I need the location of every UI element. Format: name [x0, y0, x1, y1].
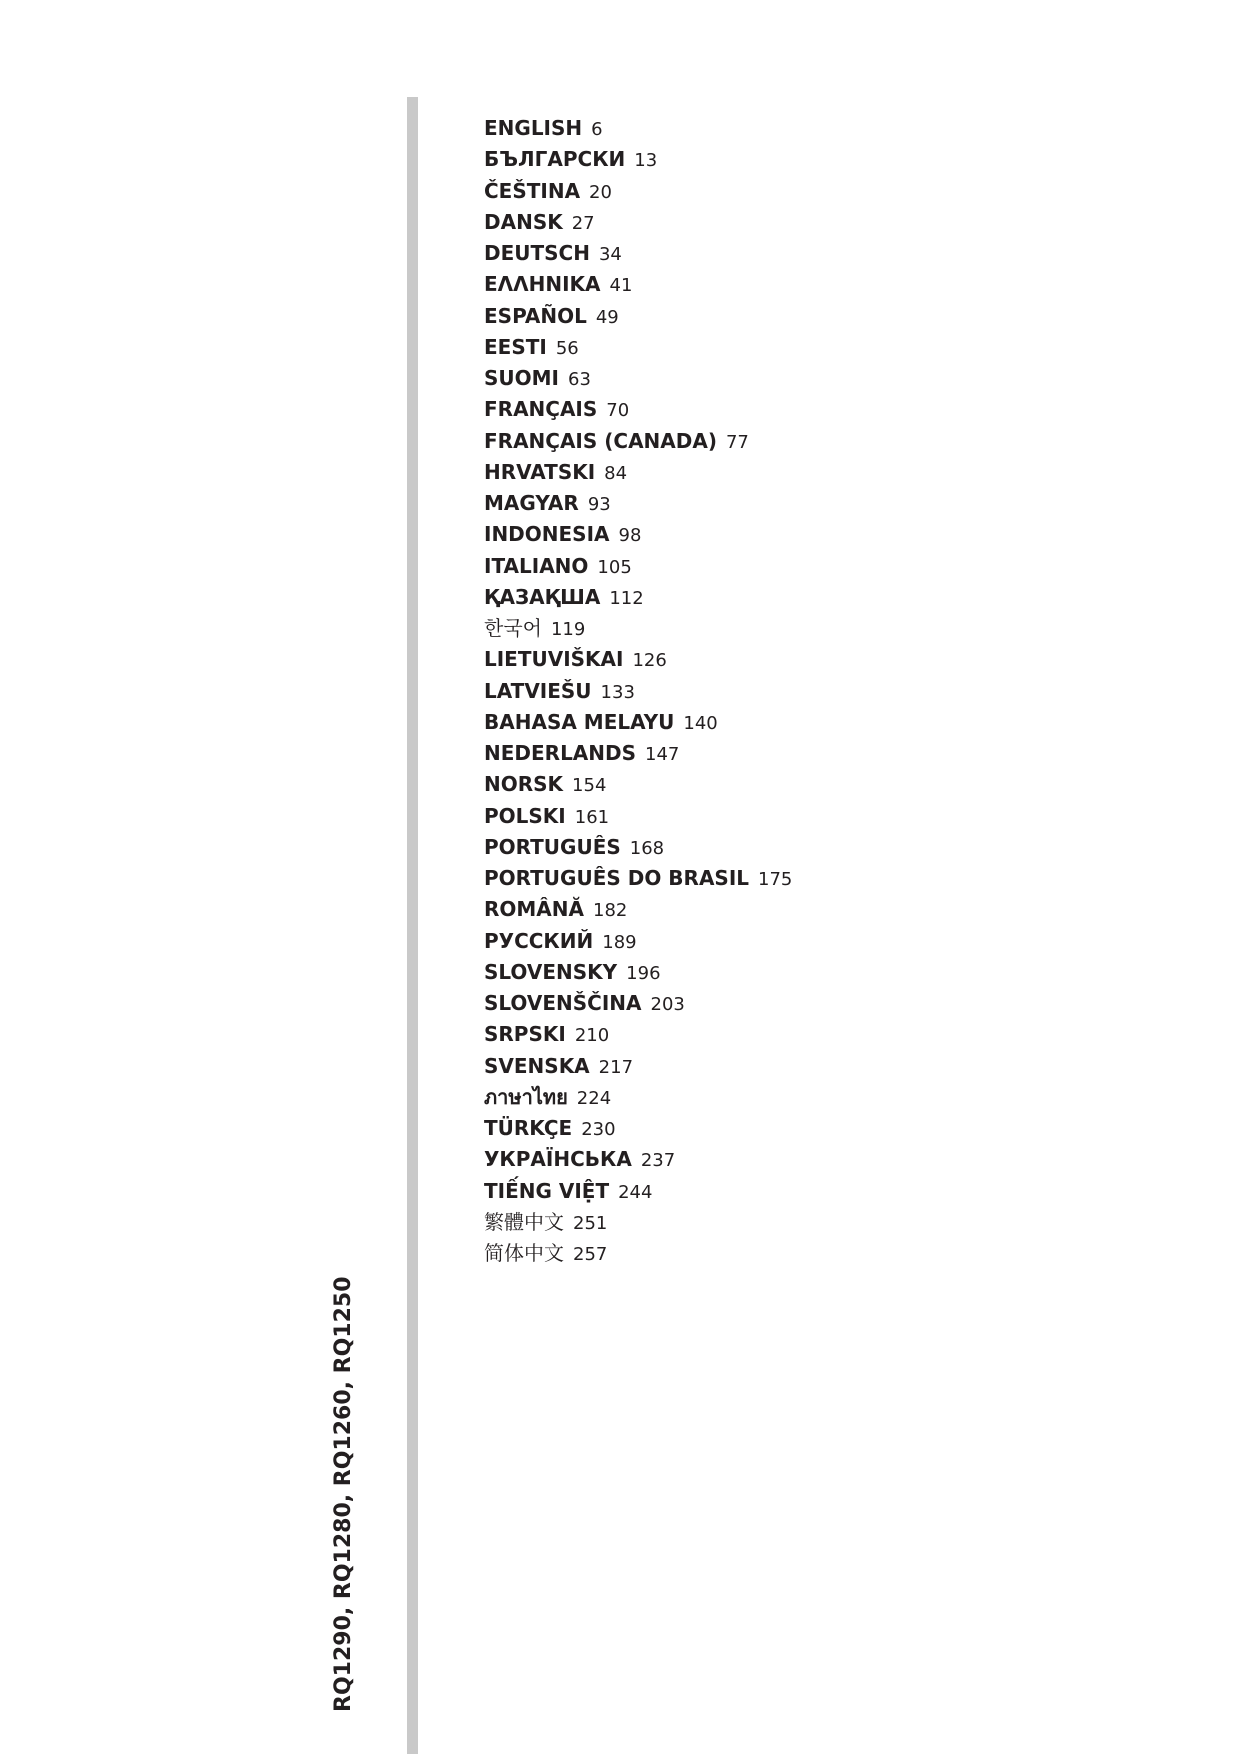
toc-page-number: 217	[598, 1056, 634, 1078]
toc-language-name: HRVATSKI	[484, 459, 596, 484]
toc-entry[interactable]	[484, 551, 792, 582]
toc-language-name: FRANÇAIS	[484, 397, 598, 422]
toc-entry[interactable]	[484, 832, 792, 863]
toc-entry[interactable]	[484, 519, 792, 550]
toc-language-name: SRPSKI	[484, 1022, 566, 1047]
toc-page-number: 41	[609, 275, 633, 297]
toc-page-number: 105	[597, 556, 632, 578]
toc-entry[interactable]	[484, 113, 792, 144]
toc-language-name: БЪЛГАРСКИ	[484, 147, 626, 172]
toc-language-name: BAHASA MELAYU	[484, 709, 675, 734]
toc-entry[interactable]	[484, 176, 792, 207]
toc-entry[interactable]	[484, 801, 792, 832]
toc-entry[interactable]	[484, 988, 792, 1019]
toc-language-name: УКРАЇНСЬКА	[484, 1147, 632, 1172]
toc-page-number: 140	[683, 712, 718, 734]
toc-entry[interactable]	[484, 644, 792, 675]
toc-language-name: SLOVENŠČINA	[484, 991, 642, 1015]
toc-page-number: 196	[626, 962, 661, 984]
toc-page-number: 251	[573, 1212, 608, 1234]
toc-entry[interactable]	[484, 707, 792, 738]
toc-entry[interactable]	[484, 769, 792, 800]
toc-entry[interactable]	[484, 1113, 792, 1144]
toc-entry[interactable]	[484, 1144, 792, 1175]
toc-language-name: 简体中文	[484, 1241, 564, 1265]
toc-language-name: ESPAÑOL	[484, 303, 587, 328]
toc-entry[interactable]	[484, 1051, 792, 1082]
toc-entry[interactable]	[484, 457, 792, 488]
toc-language-name: ΕΛΛΗΝΙΚΑ	[484, 272, 601, 297]
toc-language-name: DANSK	[484, 209, 563, 234]
toc-page-number: 126	[632, 650, 667, 672]
toc-page-number: 210	[574, 1025, 610, 1047]
toc-page-number: 84	[604, 462, 628, 484]
toc-page-number: 224	[576, 1087, 612, 1109]
toc-language-name: TIẾNG VIỆT	[484, 1178, 610, 1203]
toc-language-name: ROMÂNĂ	[484, 897, 584, 922]
toc-entry[interactable]	[484, 394, 792, 425]
toc-page-number: 147	[645, 744, 680, 765]
toc-language-name: TÜRKÇE	[484, 1116, 573, 1140]
toc-page-number: 230	[581, 1119, 616, 1140]
toc-page-number: 27	[571, 212, 595, 234]
toc-entry[interactable]	[484, 894, 792, 925]
toc-language-name: MAGYAR	[484, 491, 579, 515]
toc-language-name: SVENSKA	[484, 1053, 590, 1078]
toc-language-name: NORSK	[484, 772, 564, 797]
toc-entry[interactable]	[484, 738, 792, 769]
toc-entry[interactable]	[484, 332, 792, 363]
toc-language-name: 한국어	[484, 616, 542, 640]
toc-entry[interactable]	[484, 301, 792, 332]
toc-page-number: 189	[602, 931, 637, 953]
toc-entry[interactable]	[484, 269, 792, 300]
toc-page-number: 63	[568, 369, 591, 390]
toc-page-number: 20	[589, 181, 612, 203]
toc-entry[interactable]	[484, 926, 792, 957]
toc-page-number: 70	[606, 400, 630, 422]
model-numbers-label: RQ1290, RQ1280, RQ1260, RQ1250	[331, 1276, 356, 1712]
toc-entry[interactable]	[484, 207, 792, 238]
toc-page-number: 161	[574, 806, 610, 828]
toc-page-number: 175	[758, 869, 793, 890]
toc-language-name: РУССКИЙ	[484, 928, 594, 953]
toc-language-name: PORTUGUÊS DO BRASIL	[484, 866, 750, 890]
toc-language-name: LATVIEŠU	[484, 678, 592, 703]
toc-entry[interactable]	[484, 613, 792, 644]
toc-page-number: 93	[587, 494, 611, 515]
toc-entry[interactable]	[484, 238, 792, 269]
toc-page-number: 34	[598, 244, 622, 265]
toc-page-number: 77	[725, 431, 749, 453]
toc-page-number: 133	[600, 681, 635, 703]
toc-page-number: 13	[634, 150, 658, 172]
toc-entry[interactable]	[484, 1176, 792, 1207]
toc-language-name: ภาษาไทย	[484, 1084, 568, 1109]
toc-language-name: ITALIANO	[484, 553, 589, 578]
toc-page-number: 112	[609, 587, 644, 609]
toc-page-number: 244	[618, 1181, 653, 1203]
toc-page-number: 257	[573, 1244, 608, 1265]
toc-language-name: INDONESIA	[484, 522, 610, 547]
toc-language-name: SUOMI	[484, 366, 559, 390]
toc-page-number: 168	[629, 837, 665, 859]
toc-language-name: EESTI	[484, 334, 547, 359]
toc-language-name: ENGLISH	[484, 116, 583, 140]
vertical-divider-bar	[407, 97, 418, 1754]
toc-page-number: 154	[572, 775, 607, 797]
toc-entry[interactable]	[484, 488, 792, 519]
toc-entry[interactable]	[484, 1207, 792, 1238]
toc-language-name: DEUTSCH	[484, 241, 590, 265]
toc-page-number: 98	[618, 525, 642, 547]
toc-language-name: POLSKI	[484, 803, 566, 828]
toc-entry[interactable]	[484, 957, 792, 988]
toc-language-name: SLOVENSKY	[484, 959, 618, 984]
toc-entry[interactable]	[484, 144, 792, 175]
toc-entry[interactable]	[484, 676, 792, 707]
toc-language-name: ČEŠTINA	[484, 178, 581, 203]
toc-entry[interactable]	[484, 363, 792, 394]
toc-entry[interactable]	[484, 863, 792, 894]
toc-page-number: 119	[550, 619, 586, 640]
toc-page-number: 6	[591, 119, 603, 140]
toc-page-number: 237	[640, 1150, 676, 1172]
toc-page-number: 182	[593, 900, 628, 922]
toc-entry[interactable]	[484, 582, 792, 613]
toc-language-name: LIETUVIŠKAI	[484, 647, 624, 672]
language-table-of-contents	[484, 113, 792, 1269]
toc-language-name: FRANÇAIS (CANADA)	[484, 428, 717, 453]
toc-language-name: 繁體中文	[484, 1209, 564, 1234]
toc-entry[interactable]	[484, 1019, 792, 1050]
toc-page-number: 56	[555, 337, 579, 359]
toc-entry[interactable]	[484, 426, 792, 457]
toc-entry[interactable]	[484, 1082, 792, 1113]
toc-language-name: NEDERLANDS	[484, 741, 637, 765]
toc-page-number: 203	[650, 994, 685, 1015]
toc-entry[interactable]	[484, 1238, 792, 1269]
toc-page-number: 49	[595, 306, 619, 328]
toc-language-name: PORTUGUÊS	[484, 834, 621, 859]
toc-language-name: ҚАЗАҚША	[484, 584, 601, 609]
